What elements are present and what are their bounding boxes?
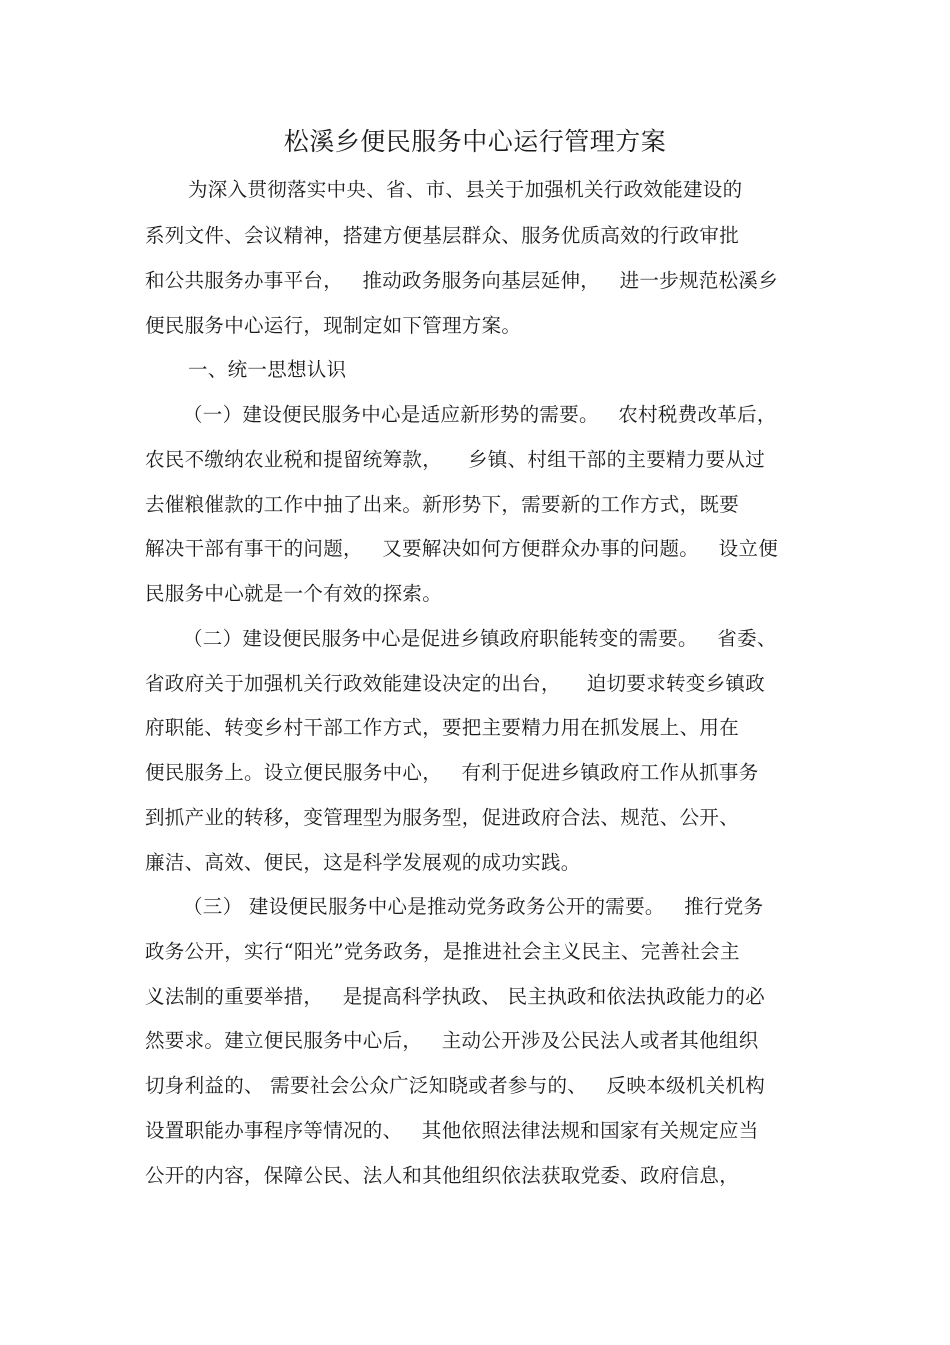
paragraph-line: 为深入贯彻落实中央、省、市、县关于加强机关行政效能建设的 [188, 178, 743, 201]
paragraph-line: 府职能、转变乡村干部工作方式，要把主要精力用在抓发展上、用在 [145, 716, 740, 739]
paragraph-line: 去催粮催款的工作中抽了出来。新形势下，需要新的工作方式，既要 [145, 493, 740, 516]
paragraph-line: 和公共服务办事平台， 推动政务服务向基层延伸， 进一步规范松溪乡 [145, 269, 778, 292]
paragraph-line: 便民服务上。设立便民服务中心， 有利于促进乡镇政府工作从抓事务 [145, 761, 759, 784]
paragraph-line: 农民不缴纳农业税和提留统筹款， 乡镇、村组干部的主要精力要从过 [145, 448, 765, 471]
paragraph-line: （一）建设便民服务中心是适应新形势的需要。 农村税费改革后， [183, 403, 777, 426]
paragraph-line: 民服务中心就是一个有效的探索。 [145, 582, 443, 605]
paragraph-line: 系列文件、会议精神，搭建方便基层群众、服务优质高效的行政审批 [145, 224, 740, 247]
paragraph-line: 设置职能办事程序等情况的、 其他依照法律法规和国家有关规定应当 [145, 1119, 759, 1142]
paragraph-line: （三） 建设便民服务中心是推动党务政务公开的需要。 推行党务 [183, 895, 764, 918]
paragraph-line: 解决干部有事干的问题， 又要解决如何方便群众办事的问题。 设立便 [145, 537, 778, 560]
paragraph-line: 公开的内容，保障公民、法人和其他组织依法获取党委、政府信息， [145, 1164, 740, 1187]
document-title: 松溪乡便民服务中心运行管理方案 [283, 127, 667, 156]
paragraph-line: 义法制的重要举措， 是提高科学执政、 民主执政和依法执政能力的必 [145, 985, 765, 1008]
paragraph-line: 到抓产业的转移，变管理型为服务型，促进政府合法、规范、公开、 [145, 806, 740, 829]
section-heading: 一、统一思想认识 [188, 358, 347, 381]
paragraph-line: 省政府关于加强机关行政效能建设决定的出台， 迫切要求转变乡镇政 [145, 672, 765, 695]
paragraph-line: 政务公开，实行“阳光”党务政务，是推进社会主义民主、完善社会主 [145, 940, 740, 963]
paragraph-line: 然要求。建立便民服务中心后， 主动公开涉及公民法人或者其他组织 [145, 1029, 759, 1052]
paragraph-line: 廉洁、高效、便民，这是科学发展观的成功实践。 [145, 851, 581, 874]
paragraph-line: 便民服务中心运行，现制定如下管理方案。 [145, 314, 522, 337]
paragraph-line: （二）建设便民服务中心是促进乡镇政府职能转变的需要。 省委、 [183, 627, 777, 650]
paragraph-line: 切身利益的、 需要社会公众广泛知晓或者参与的、 反映本级机关机构 [145, 1074, 765, 1097]
